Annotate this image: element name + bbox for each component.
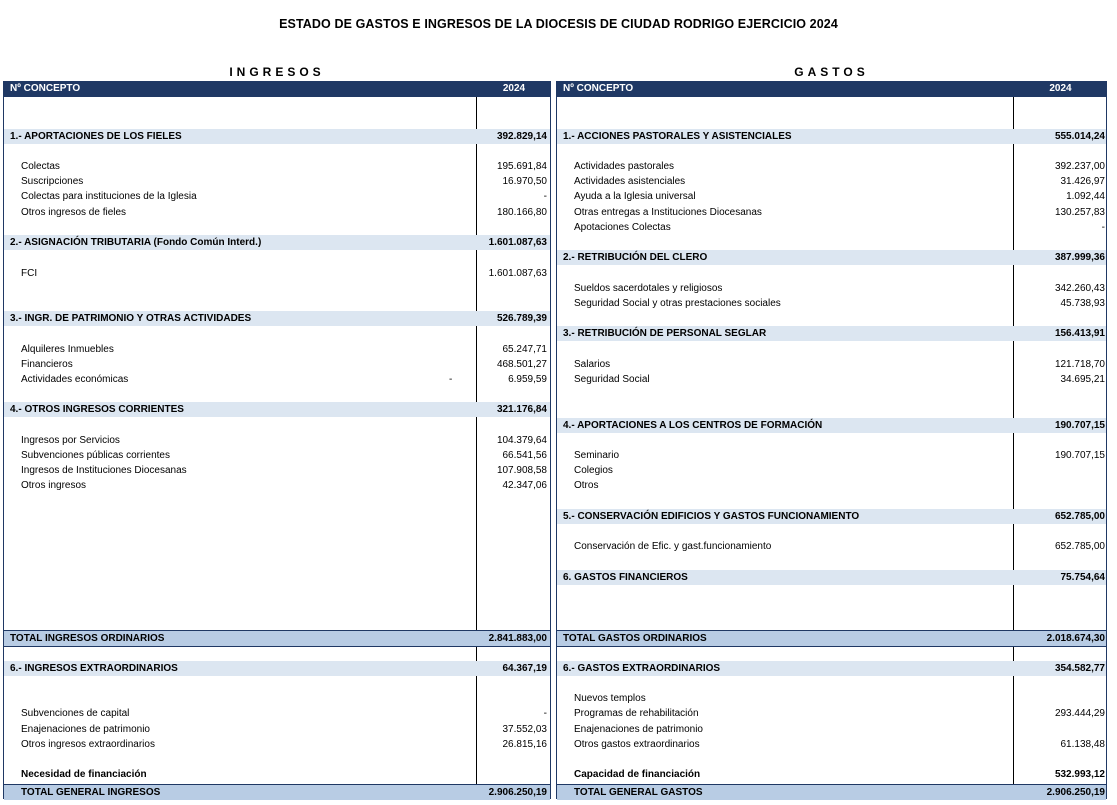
item-label: Seguridad Social y otras prestaciones sociales <box>574 298 781 309</box>
gastos-header-row <box>557 81 1106 97</box>
item-label: Otros gastos extraordinarios <box>574 739 700 750</box>
section-label: 6.- GASTOS EXTRAORDINARIOS <box>563 663 721 674</box>
item-value: 42.347,06 <box>502 480 547 491</box>
item-label: Actividades pastorales <box>574 161 675 172</box>
item-value: 65.247,71 <box>502 344 547 355</box>
section-label: 1.- ACCIONES PASTORALES Y ASISTENCIALES <box>563 131 792 142</box>
item-row <box>4 706 550 721</box>
section-label: 3.- RETRIBUCIÓN DE PERSONAL SEGLAR <box>563 328 767 339</box>
item-row <box>557 174 1106 189</box>
item-value: 293.444,29 <box>1054 708 1105 719</box>
total-value: 2.018.674,30 <box>1046 633 1105 644</box>
item-row <box>557 539 1106 554</box>
section-label: 2.- ASIGNACIÓN TRIBUTARIA (Fondo Común Interd.) <box>10 237 262 248</box>
item-row <box>557 691 1106 706</box>
item-label: Colectas para instituciones de la Iglesia <box>21 191 197 202</box>
item-label: Ayuda a la Iglesia universal <box>574 191 696 202</box>
item-row <box>4 357 550 372</box>
necesidad-label: Necesidad de financiación <box>21 769 147 780</box>
total-general-row <box>4 784 550 800</box>
item-label: Ingresos de Instituciones Diocesanas <box>21 465 187 476</box>
item-value: 6.959,59 <box>508 374 547 385</box>
section-label: 6. GASTOS FINANCIEROS <box>563 572 688 583</box>
item-value: 61.138,48 <box>1060 739 1105 750</box>
item-label: Subvenciones de capital <box>21 708 130 719</box>
item-label: Otros <box>574 480 599 491</box>
page-title: ESTADO DE GASTOS E INGRESOS DE LA DIOCESIS DE CIUDAD RODRIGO EJERCICIO 2024 <box>279 17 838 31</box>
section-value: 555.014,24 <box>1054 131 1105 142</box>
item-label: Actividades económicas <box>21 374 129 385</box>
section-row <box>557 326 1106 341</box>
item-label: Colegios <box>574 465 613 476</box>
item-label: Otros ingresos <box>21 480 87 491</box>
item-label: Enajenaciones de patrimonio <box>574 724 703 735</box>
necesidad-row <box>4 767 550 782</box>
item-label: Otros ingresos de fieles <box>21 207 127 218</box>
section-value: 64.367,19 <box>502 663 547 674</box>
item-row <box>4 737 550 752</box>
col-concepto-header: Nº CONCEPTO <box>10 83 81 94</box>
item-value: 190.707,15 <box>1054 450 1105 461</box>
section-value: 392.829,14 <box>496 131 547 142</box>
total-ordinarios-row <box>4 630 550 647</box>
item-label: Programas de rehabilitación <box>574 708 699 719</box>
section-value: 387.999,36 <box>1054 252 1105 263</box>
item-row <box>4 372 550 387</box>
item-row <box>557 281 1106 296</box>
capacidad-row <box>557 767 1106 782</box>
section-row <box>4 402 550 417</box>
item-row <box>557 357 1106 372</box>
item-value: 34.695,21 <box>1060 374 1105 385</box>
item-row <box>4 478 550 493</box>
ingresos-table <box>3 81 551 799</box>
total-label: TOTAL GASTOS ORDINARIOS <box>563 633 707 644</box>
item-label: Financieros <box>21 359 73 370</box>
section-value: 321.176,84 <box>496 404 547 415</box>
item-row <box>557 737 1106 752</box>
item-label: Nuevos templos <box>574 693 646 704</box>
section-value: 526.789,39 <box>496 313 547 324</box>
gastos-table <box>556 81 1107 799</box>
section-row <box>4 311 550 326</box>
item-value: 342.260,43 <box>1054 283 1105 294</box>
col-year-header: 2024 <box>1049 83 1072 94</box>
item-row <box>4 159 550 174</box>
item-row <box>4 448 550 463</box>
section-row <box>4 129 550 144</box>
item-value: 31.426,97 <box>1060 176 1105 187</box>
item-value: - <box>543 708 547 719</box>
item-label: FCI <box>21 268 38 279</box>
item-value: 392.237,00 <box>1054 161 1105 172</box>
item-label: Enajenaciones de patrimonio <box>21 724 150 735</box>
item-row <box>557 722 1106 737</box>
item-label: Sueldos sacerdotales y religiosos <box>574 283 723 294</box>
item-label: Salarios <box>574 359 611 370</box>
item-label: Seminario <box>574 450 620 461</box>
total-general-label: TOTAL GENERAL INGRESOS <box>21 787 161 798</box>
item-row <box>557 220 1106 235</box>
item-value: 104.379,64 <box>496 435 547 446</box>
item-value: 1.092,44 <box>1066 191 1105 202</box>
item-value: 66.541,56 <box>502 450 547 461</box>
section-row <box>557 250 1106 265</box>
col-year-header: 2024 <box>502 83 526 94</box>
section-label: 2.- RETRIBUCIÓN DEL CLERO <box>563 252 708 263</box>
item-label: Suscripciones <box>21 176 84 187</box>
total-general-value: 2.906.250,19 <box>488 787 547 798</box>
item-row <box>557 189 1106 204</box>
item-row <box>557 372 1106 387</box>
item-row <box>4 722 550 737</box>
section-row <box>4 235 550 250</box>
item-value: - <box>1101 222 1105 233</box>
item-value: 468.501,27 <box>496 359 547 370</box>
section-row <box>557 418 1106 433</box>
item-row <box>4 205 550 220</box>
col-concepto-header: Nº CONCEPTO <box>563 83 634 94</box>
item-row <box>4 342 550 357</box>
section-value: 354.582,77 <box>1054 663 1105 674</box>
total-label: TOTAL INGRESOS ORDINARIOS <box>10 633 165 644</box>
item-value: 130.257,83 <box>1054 207 1105 218</box>
total-value: 2.841.883,00 <box>488 633 547 644</box>
item-row <box>557 448 1106 463</box>
capacidad-label: Capacidad de financiación <box>574 769 701 780</box>
item-label: Ingresos por Servicios <box>21 435 120 446</box>
item-label: Conservación de Efic. y gast.funcionamiento <box>574 541 772 552</box>
item-value: 45.738,93 <box>1060 298 1105 309</box>
section-value: 652.785,00 <box>1054 511 1105 522</box>
section-row <box>557 509 1106 524</box>
item-row <box>557 463 1106 478</box>
section-label: 4.- APORTACIONES A LOS CENTROS DE FORMACIÓN <box>563 420 823 431</box>
section-row <box>557 129 1106 144</box>
item-value: 652.785,00 <box>1054 541 1105 552</box>
section-value: 156.413,91 <box>1054 328 1105 339</box>
section-label: 1.- APORTACIONES DE LOS FIELES <box>10 131 182 142</box>
item-label: Apotaciones Colectas <box>574 222 671 233</box>
item-value: 37.552,03 <box>502 724 547 735</box>
item-value: 16.970,50 <box>502 176 547 187</box>
section-label: 4.- OTROS INGRESOS CORRIENTES <box>10 404 184 415</box>
gastos-panel <box>556 65 1107 799</box>
item-value: 121.718,70 <box>1054 359 1105 370</box>
item-label: Actividades asistenciales <box>574 176 686 187</box>
item-row <box>4 189 550 204</box>
item-row <box>557 706 1106 721</box>
gastos-panel-title: GASTOS <box>794 65 869 79</box>
item-label: Otros ingresos extraordinarios <box>21 739 155 750</box>
item-value: 1.601.087,63 <box>488 268 547 279</box>
item-row <box>557 159 1106 174</box>
item-label: Subvenciones públicas corrientes <box>21 450 170 461</box>
section-row <box>4 661 550 676</box>
total-general-label: TOTAL GENERAL GASTOS <box>574 787 703 798</box>
ingresos-header-row <box>4 81 550 97</box>
capacidad-value: 532.993,12 <box>1054 769 1105 780</box>
section-value: 75.754,64 <box>1060 572 1105 583</box>
item-label: Otras entregas a Instituciones Diocesanas <box>574 207 762 218</box>
item-value: 180.166,80 <box>496 207 547 218</box>
item-row <box>4 174 550 189</box>
section-label: 6.- INGRESOS EXTRAORDINARIOS <box>10 663 178 674</box>
item-value: 195.691,84 <box>496 161 547 172</box>
item-row <box>557 478 1106 493</box>
item-row <box>4 433 550 448</box>
ingresos-panel <box>3 65 551 799</box>
item-row <box>4 463 550 478</box>
section-row <box>557 570 1106 585</box>
section-label: 3.- INGR. DE PATRIMONIO Y OTRAS ACTIVIDADES <box>10 313 252 324</box>
item-value: 107.908,58 <box>496 465 547 476</box>
item-row <box>4 266 550 281</box>
section-value: 190.707,15 <box>1054 420 1105 431</box>
section-label: 5.- CONSERVACIÓN EDIFICIOS Y GASTOS FUNCIONAMIENTO <box>563 511 860 522</box>
item-row <box>557 205 1106 220</box>
total-ordinarios-row <box>557 630 1106 647</box>
section-value: 1.601.087,63 <box>488 237 547 248</box>
item-value: - <box>543 191 547 202</box>
item-row <box>557 296 1106 311</box>
ingresos-panel-title: INGRESOS <box>229 65 325 79</box>
item-prefix: - <box>449 374 453 385</box>
item-label: Alquileres Inmuebles <box>21 344 114 355</box>
item-value: 26.815,16 <box>502 739 547 750</box>
total-general-row <box>557 784 1106 800</box>
total-general-value: 2.906.250,19 <box>1046 787 1105 798</box>
item-label: Seguridad Social <box>574 374 650 385</box>
item-label: Colectas <box>21 161 60 172</box>
section-row <box>557 661 1106 676</box>
